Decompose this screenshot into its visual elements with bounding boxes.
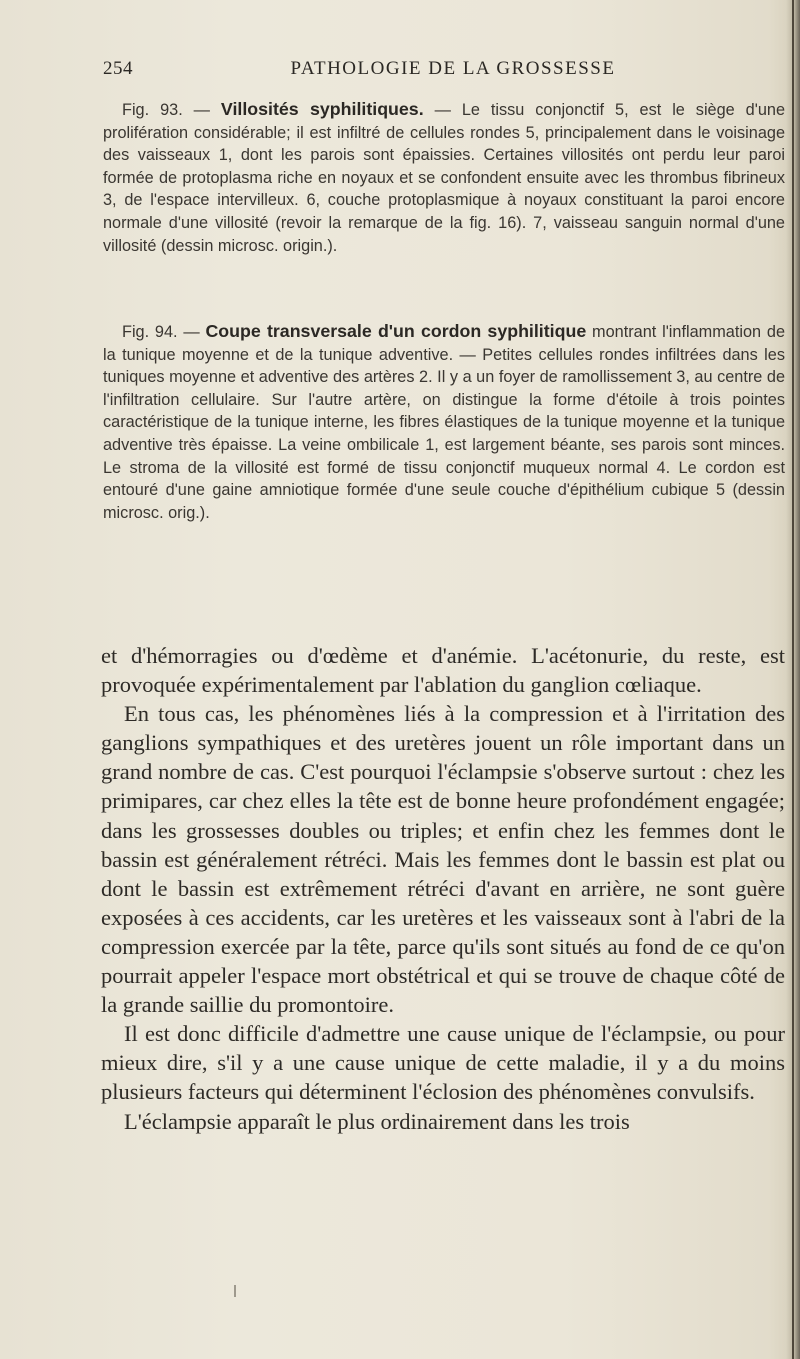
figure-caption-text: montrant l'inflammation de la tunique moyenne et de la tunique adventive. — Petites cellules rondes infiltrées dans les tuniques moyenne et adventive des artères 2. Il y a un foyer de ramollissement 3, au centre de l'infiltration cellulaire. Sur l'autre artère, on distingue la forme d'étoile à trois pointes caractéristique de la tunique interne, les fibres élastiques de la tunique moyenne et la tunique adventive très épaisse. La veine ombilicale 1, est largement béante, ses parois sont minces. Le stroma de la villosité est formé de tissu conjonctif muqueux normal 4. Le cordon est entouré d'une gaine amniotique formée d'une seule couche d'épithélium cubique 5 (dessin microsc. orig.). [103,323,785,522]
figure-caption-text: — Le tissu conjonctif 5, est le siège d'une prolifération considérable; il est infiltré de cellules rondes 5, principalement dans le voisinage des vaisseaux 1, dont les parois sont épaissies. Certaines villosités ont perdu leur paroi formée de protoplasma riche en noyaux et se confondent ensuite avec les thrombus fibrineux 3, de l'espace intervilleux. 6, couche protoplasmique à noyaux constituant la paroi encore normale d'une villosité (revoir la remarque de la fig. 16). 7, vaisseau sanguin normal d'une villosité (dessin microsc. origin.). [103,101,785,255]
page-header [103,58,783,88]
body-text [101,641,785,1136]
page-number: 254 [103,58,133,79]
paragraph: L'éclampsie apparaît le plus ordinairement dans les trois [124,1108,630,1134]
paragraph: Il est donc difficile d'admettre une cause unique de l'éclampsie, ou pour mieux dire, s'il y a une cause unique de cette maladie, il y a du moins plusieurs facteurs qui déterminent l'éclosion des phénomènes convulsifs. [101,1021,785,1105]
paragraph: En tous cas, les phénomènes liés à la compression et à l'irritation des ganglions sympathiques et des uretères jouent un rôle important dans un grand nombre de cas. C'est pourquoi l'éclampsie s'observe surtout : chez les primipares, car chez elles la tête est de bonne heure profondément engagée; dans les grossesses doubles ou triples; et enfin chez les femmes dont le bassin est généralement rétréci. Mais les femmes dont le bassin est plat ou dont le bassin est extrêmement rétréci d'avant en arrière, ne sont guère exposées à ces accidents, car les uretères et les vaisseaux sont à l'abri de la compression exercée par la tête, parce qu'ils sont situés au fond de ce qu'on pourrait appeler l'espace mort obstétrical et qui se trouve de chaque côté de la grande saillie du promontoire. [101,701,785,1018]
figure-caption-93 [103,98,785,257]
ink-mark [234,1285,236,1297]
page-edge-line [792,0,794,1359]
figure-title: Villosités syphilitiques. [220,99,424,119]
figure-title: Coupe transversale d'un cordon syphilitique [205,321,587,341]
figure-label: Fig. 94. — [122,323,200,341]
figure-label: Fig. 93. — [122,101,210,119]
paragraph: et d'hémorragies ou d'œdème et d'anémie. L'acétonurie, du reste, est provoquée expérimentalement par l'ablation du ganglion cœliaque. [101,643,785,698]
running-title: PATHOLOGIE DE LA GROSSESSE [290,58,616,79]
figure-caption-94 [103,320,785,524]
